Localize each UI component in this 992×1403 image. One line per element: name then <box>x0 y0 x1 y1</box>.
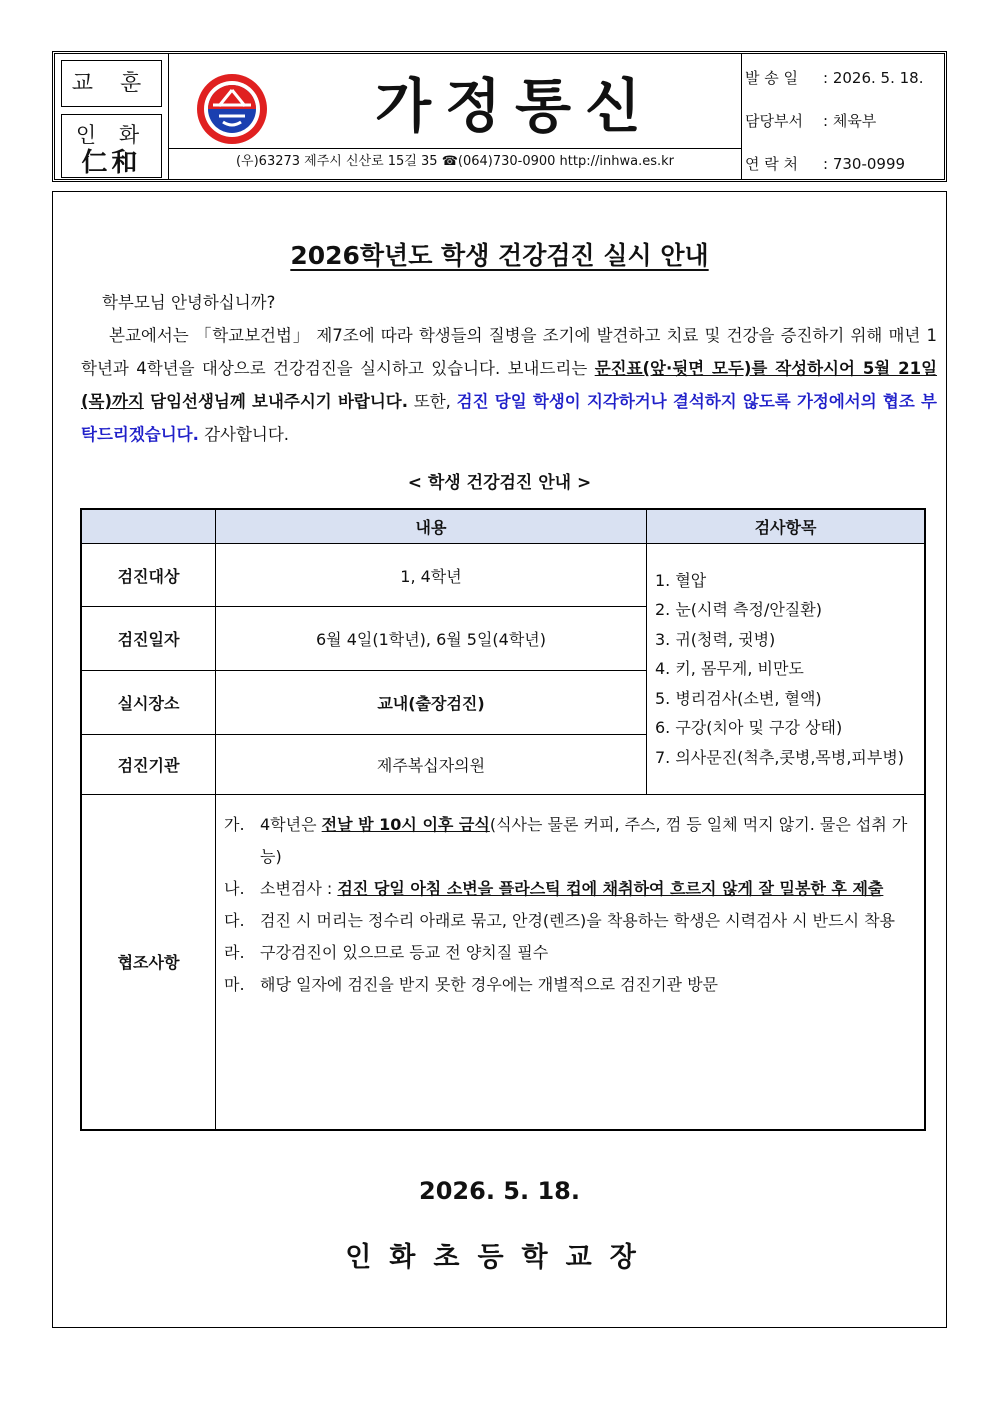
table-row: 검진일자 6월 4일(1학년), 6월 5일(4학년) <box>81 607 925 671</box>
checkup-table <box>80 508 926 1131</box>
list-item: 라. 구강검진이 있으므로 등교 전 양치질 필수 <box>224 943 549 962</box>
notice-paragraph: 본교에서는 「학교보건법」 제7조에 따라 학생들의 질병을 조기에 발견하고 치료 및 건강을 증진하기 위해 매년 1학년과 4학년을 대상으로 건강검진을 실시하고 있습니다. 보내드리는 문진표(앞·뒷면 모두)를 작성하시어 5월 21일(목)까지 담임선생님께 보내주시기 바랍니다. 또한, 검진 당일 학생이 지각하거나 결석하지 않도록 가정에서의 협조 부탁드리겠습니다. 감사합니다. <box>81 326 938 444</box>
cooperation-row: 협조사항 가. 4학년은 전날 밤 10시 이후 금식(식사는 물론 커피, 주스, 껌 등 일체 먹지 않기. 물은 섭취 가능) 나. 소변검사 : 검진 당일 아침 소변을 플라스틱 컵에 채취하여 흐르지 않게 잘 밀봉한 후 제출 다. 검진 시 머리는 정수리 아래로 묶고, 안경(렌즈)을 착용하는 학생은 시력검사 시 반드시 착용 라. 구강검진이 있으므로 등교 전 양치질 필수 마. 해당 일자에 검진을 받지 못한 경우에는 개별적으로 검진기관 방문 <box>81 795 925 1130</box>
newsletter-title: 가정통신 <box>374 72 656 140</box>
principal-signature: 인화초등학교장 <box>345 1242 654 1273</box>
table-row: 검진대상 1, 4학년 1. 혈압 2. 눈(시력 측정/안질환) 3. 귀(청력, 귓병) 4. 키, 몸무게, 비만도 5. 병리검사(소변, 혈액) 6. 구강(치아 및 구강 상태) 7. 의사문진(척추,콧병,목병,피부병) <box>81 544 925 607</box>
issue-date: 2026. 5. 18. <box>419 1177 580 1205</box>
table-row: 실시장소 교내(출장검진) <box>81 671 925 735</box>
table-header-row: 내용 검사항목 <box>81 509 925 544</box>
list-item: 다. 검진 시 머리는 정수리 아래로 묶고, 안경(렌즈)을 착용하는 학생은 시력검사 시 반드시 착용 <box>224 911 896 930</box>
motto-hanja: 仁和 <box>81 148 142 178</box>
cooperation-list <box>216 795 926 1130</box>
school-logo-icon <box>195 72 269 146</box>
notice-title: 2026학년도 학생 건강검진 실시 안내 <box>290 241 709 270</box>
meta-department: 담당부서 : 체육부 <box>745 112 877 130</box>
list-item: 가. 4학년은 전날 밤 10시 이후 금식(식사는 물론 커피, 주스, 껌 등 일체 먹지 않기. 물은 섭취 가능) <box>224 815 908 866</box>
notice-body <box>52 191 947 1328</box>
table-title: < 학생 건강검진 안내 > <box>407 473 592 493</box>
list-item: 나. 소변검사 : 검진 당일 아침 소변을 플라스틱 컵에 채취하여 흐르지 않게 잘 밀봉한 후 제출 <box>224 879 884 898</box>
meta-send-date: 발 송 일 : 2026. 5. 18. <box>745 69 924 87</box>
motto <box>61 114 162 178</box>
list-item: 마. 해당 일자에 검진을 받지 못한 경우에는 개별적으로 검진기관 방문 <box>224 975 719 994</box>
meta-contact: 연 락 처 : 730-0999 <box>745 155 906 173</box>
greeting: 학부모님 안녕하십니까? <box>101 293 276 312</box>
motto-label: 교 훈 <box>61 60 162 107</box>
letterhead <box>52 51 947 182</box>
table-row: 검진기관 제주복십자의원 <box>81 735 925 795</box>
school-address: (우)63273 제주시 신산로 15길 35 ☎(064)730-0900 http://inhwa.es.kr <box>235 154 674 169</box>
motto-hangul: 인 화 <box>75 123 148 147</box>
exam-items: 1. 혈압 2. 눈(시력 측정/안질환) 3. 귀(청력, 귓병) 4. 키, 몸무게, 비만도 5. 병리검사(소변, 혈액) 6. 구강(치아 및 구강 상태) 7. 의사문진(척추,콧병,목병,피부병) <box>647 544 926 795</box>
